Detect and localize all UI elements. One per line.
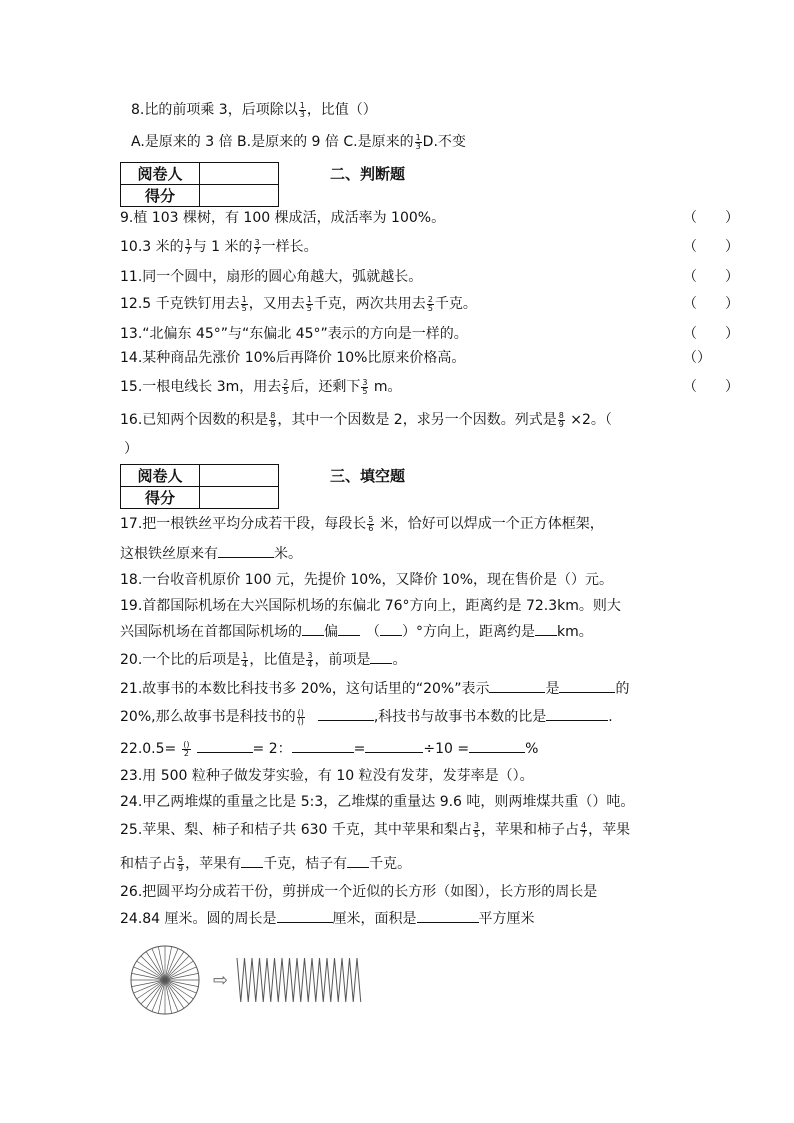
question-14: 14.某种商品先涨价 10%后再降价 10%比原来价格高。 — [120, 350, 466, 366]
text: 平方厘米 — [478, 911, 535, 927]
question-17-line-2 — [120, 543, 302, 564]
fraction — [177, 856, 184, 873]
denominator: 4 — [242, 659, 248, 669]
text: 后，还剩下 — [290, 379, 361, 395]
text: = — [353, 741, 366, 757]
text: 米。 — [274, 546, 302, 562]
numerator: 4 — [580, 820, 587, 830]
numerator: () — [183, 739, 190, 749]
circle-spoke — [165, 980, 189, 1004]
denominator: 6 — [368, 523, 374, 533]
circle-spoke — [141, 956, 165, 980]
question-19-line-2 — [120, 621, 593, 642]
answer-paren-13[interactable]: （ ） — [683, 326, 739, 342]
fraction — [241, 296, 248, 313]
denominator: 5 — [362, 386, 368, 396]
answer-blank[interactable] — [559, 678, 615, 693]
question-25-line-2 — [120, 853, 411, 874]
question-18: 18.一台收音机原价 100 元，先提价 10%，又降价 10%，现在售价是（）元。 — [120, 572, 614, 588]
text: ）°方向上，距离约是 — [402, 624, 535, 640]
text: D.不变 — [422, 134, 466, 150]
question-16-paren-close[interactable]: ） — [124, 441, 138, 457]
text: 25.苹果、梨、柿子和桔子共 630 千克，其中苹果和梨占 — [120, 822, 472, 838]
text: % — [525, 741, 539, 757]
answer-blank[interactable] — [277, 908, 333, 923]
question-26-line-2 — [120, 908, 535, 929]
question-23: 23.用 500 粒种子做发芽实验，有 10 粒没有发芽，发芽率是（）。 — [120, 768, 534, 784]
numerator: 1 — [415, 132, 421, 142]
text: ，比值是 — [249, 652, 306, 668]
text: ，其中一个因数是 2，求另一个因数。列式是 — [277, 412, 557, 428]
text: ，又用去 — [248, 296, 305, 312]
denominator: () — [297, 716, 304, 726]
section-3-title: 三、填空题 — [330, 467, 406, 485]
question-25-line-1 — [120, 820, 630, 840]
answer-blank[interactable] — [370, 649, 392, 664]
question-21-line-2 — [120, 706, 613, 727]
fraction — [185, 239, 192, 256]
question-15 — [120, 377, 402, 397]
grader-label: 阅卷人 — [121, 163, 200, 185]
question-8-stem — [131, 100, 377, 120]
text: 千克。 — [369, 856, 412, 872]
answer-paren-10[interactable]: （ ） — [683, 239, 739, 255]
question-11: 11.同一个圆中，扇形的圆心角越大，弧就越长。 — [120, 269, 423, 285]
question-22 — [120, 738, 538, 759]
answer-paren-14[interactable]: （） — [683, 350, 711, 366]
text: 千克，两次共用去 — [313, 296, 426, 312]
text: = 2： — [252, 741, 292, 757]
text: ，苹果有 — [185, 856, 242, 872]
denominator: 9 — [558, 419, 564, 429]
numerator: 3 — [362, 377, 368, 387]
text: 千克。 — [434, 296, 477, 312]
answer-blank[interactable] — [197, 738, 253, 753]
question-20 — [120, 649, 406, 670]
denominator: 5 — [306, 303, 312, 313]
question-10 — [120, 237, 318, 257]
text: 24.84 厘米。圆的周长是 — [120, 911, 277, 927]
numerator: 2 — [427, 294, 433, 304]
text: 20%,那么故事书是科技书的 — [120, 709, 296, 725]
text: km。 — [557, 624, 593, 640]
question-19-line-1: 19.首都国际机场在大兴国际机场的东偏北 76°方向上，距离约是 72.3km。则大 — [120, 598, 621, 614]
grader-table-1 — [120, 162, 279, 207]
numerator: 1 — [306, 294, 312, 304]
question-9: 9.植 103 棵树，有 100 棵成活，成活率为 100%。 — [120, 210, 446, 226]
fraction — [282, 379, 289, 396]
text: 兴国际机场在首都国际机场的 — [120, 624, 302, 640]
fraction — [254, 239, 261, 256]
answer-blank[interactable] — [469, 738, 525, 753]
answer-paren-9[interactable]: （ ） — [683, 210, 739, 226]
numerator: 1 — [299, 100, 305, 110]
question-21-line-1 — [120, 678, 629, 699]
question-16 — [120, 410, 612, 430]
answer-blank[interactable] — [546, 706, 608, 721]
fraction — [182, 741, 190, 758]
question-24: 24.甲乙两堆煤的重量之比是 5:3，乙堆煤的重量达 9.6 吨，则两堆煤共重（）吨。 — [120, 794, 635, 810]
grader-cell[interactable] — [200, 465, 279, 487]
section-2-title: 二、判断题 — [330, 165, 406, 183]
question-17-line-1 — [120, 514, 604, 534]
fraction — [415, 134, 422, 151]
circle-spoke — [141, 980, 165, 1004]
zigzag-line — [237, 958, 361, 1002]
answer-blank[interactable] — [338, 621, 360, 636]
denominator: 9 — [270, 419, 276, 429]
numerator: 1 — [185, 237, 191, 247]
numerator: 8 — [558, 410, 564, 420]
fraction — [361, 379, 368, 396]
text: 米，恰好可以焊成一个正方体框架， — [375, 516, 604, 532]
answer-blank[interactable] — [365, 738, 423, 753]
text: 厘米，面积是 — [332, 911, 417, 927]
text: 8.比的前项乘 3，后项除以 — [131, 102, 298, 118]
answer-paren-12[interactable]: （ ） — [683, 296, 739, 312]
denominator: 7 — [185, 246, 191, 256]
fraction — [558, 412, 565, 429]
circle-to-rectangle-figure — [125, 942, 365, 1022]
text: 。 — [392, 652, 407, 668]
text: m。 — [369, 379, 402, 395]
answer-paren-11[interactable]: （ ） — [683, 269, 739, 285]
text: 偏 — [324, 624, 338, 640]
numerator: 1 — [241, 294, 247, 304]
text: 千克，桔子有 — [263, 856, 348, 872]
answer-blank[interactable] — [489, 678, 545, 693]
numerator: 2 — [283, 377, 289, 387]
denominator: 5 — [473, 829, 479, 839]
answer-blank[interactable] — [535, 621, 557, 636]
answer-blank[interactable] — [417, 908, 479, 923]
denominator: 7 — [254, 246, 260, 256]
text: 16.已知两个因数的积是 — [120, 412, 269, 428]
numerator: 5 — [368, 514, 374, 524]
answer-blank[interactable] — [302, 621, 324, 636]
text: 与 1 米的 — [192, 239, 253, 255]
text: （ — [366, 624, 380, 640]
text: ，苹果和柿子占 — [480, 822, 579, 838]
denominator: 3 — [299, 109, 305, 119]
text: 10.3 米的 — [120, 239, 184, 255]
text: 一样长。 — [261, 239, 318, 255]
fraction — [269, 412, 276, 429]
text: ，苹果 — [588, 822, 631, 838]
score-cell[interactable] — [200, 487, 279, 509]
denominator: 5 — [283, 386, 289, 396]
answer-blank[interactable] — [380, 621, 402, 636]
denominator: 9 — [178, 863, 184, 873]
text: 22.0.5= — [120, 741, 177, 757]
text: 12.5 千克铁钉用去 — [120, 296, 240, 312]
fraction — [306, 652, 313, 669]
arrow-icon: ⇨ — [213, 970, 229, 991]
question-12 — [120, 294, 477, 314]
answer-blank[interactable] — [218, 543, 274, 558]
divided-circle — [131, 946, 199, 1014]
text: 21.故事书的本数比科技书多 20%，这句话里的“20%”表示 — [120, 681, 490, 697]
grader-table-2 — [120, 464, 279, 509]
text: 的 — [615, 681, 630, 697]
answer-blank[interactable] — [318, 706, 374, 721]
text: . — [608, 709, 613, 725]
score-cell[interactable] — [200, 185, 279, 207]
fraction — [299, 102, 306, 119]
numerator: 8 — [270, 410, 276, 420]
fraction — [580, 822, 587, 839]
fraction — [306, 296, 313, 313]
numerator: 1 — [242, 650, 248, 660]
text: ×2。（ — [565, 412, 612, 428]
answer-paren-15[interactable]: （ ） — [683, 379, 739, 395]
score-label: 得分 — [121, 487, 200, 509]
grader-cell[interactable] — [200, 163, 279, 185]
approximate-rectangle — [237, 958, 361, 1002]
numerator: 3 — [473, 820, 479, 830]
text: 和桔子占 — [120, 856, 176, 872]
text: 这根铁丝原来有 — [120, 546, 218, 562]
numerator: 5 — [178, 854, 184, 864]
score-label: 得分 — [121, 185, 200, 207]
numerator: 3 — [307, 650, 313, 660]
fraction — [427, 296, 434, 313]
numerator: 3 — [254, 237, 260, 247]
numerator: () — [297, 707, 304, 717]
text: 20.一个比的后项是 — [120, 652, 241, 668]
question-8-options — [131, 132, 466, 152]
fraction — [297, 709, 305, 726]
text: ÷10 = — [423, 741, 470, 757]
text: ，前项是 — [314, 652, 371, 668]
answer-blank[interactable] — [292, 738, 354, 753]
circle-spoke — [165, 956, 189, 980]
text: ，比值（） — [306, 102, 377, 118]
text: 15.一根电线长 3m，用去 — [120, 379, 282, 395]
question-26-line-1: 26.把圆平均分成若干份，剪拼成一个近似的长方形（如图），长方形的周长是 — [120, 884, 598, 900]
text: A.是原来的 3 倍 B.是原来的 9 倍 C.是原来的 — [131, 134, 414, 150]
answer-blank[interactable] — [347, 853, 369, 868]
text: ,科技书与故事书本数的比是 — [373, 709, 547, 725]
text: 17.把一根铁丝平均分成若干段，每段长 — [120, 516, 367, 532]
fraction — [241, 652, 248, 669]
answer-blank[interactable] — [241, 853, 263, 868]
fraction — [367, 516, 374, 533]
denominator: 7 — [580, 829, 587, 839]
fraction — [473, 822, 480, 839]
denominator: 3 — [415, 141, 421, 151]
denominator: 5 — [241, 303, 247, 313]
question-13: 13.“北偏东 45°”与“东偏北 45°”表示的方向是一样的。 — [120, 326, 468, 342]
denominator: 2 — [183, 748, 189, 758]
grader-label: 阅卷人 — [121, 465, 200, 487]
text: 是 — [545, 681, 560, 697]
denominator: 5 — [427, 303, 433, 313]
denominator: 4 — [307, 659, 313, 669]
